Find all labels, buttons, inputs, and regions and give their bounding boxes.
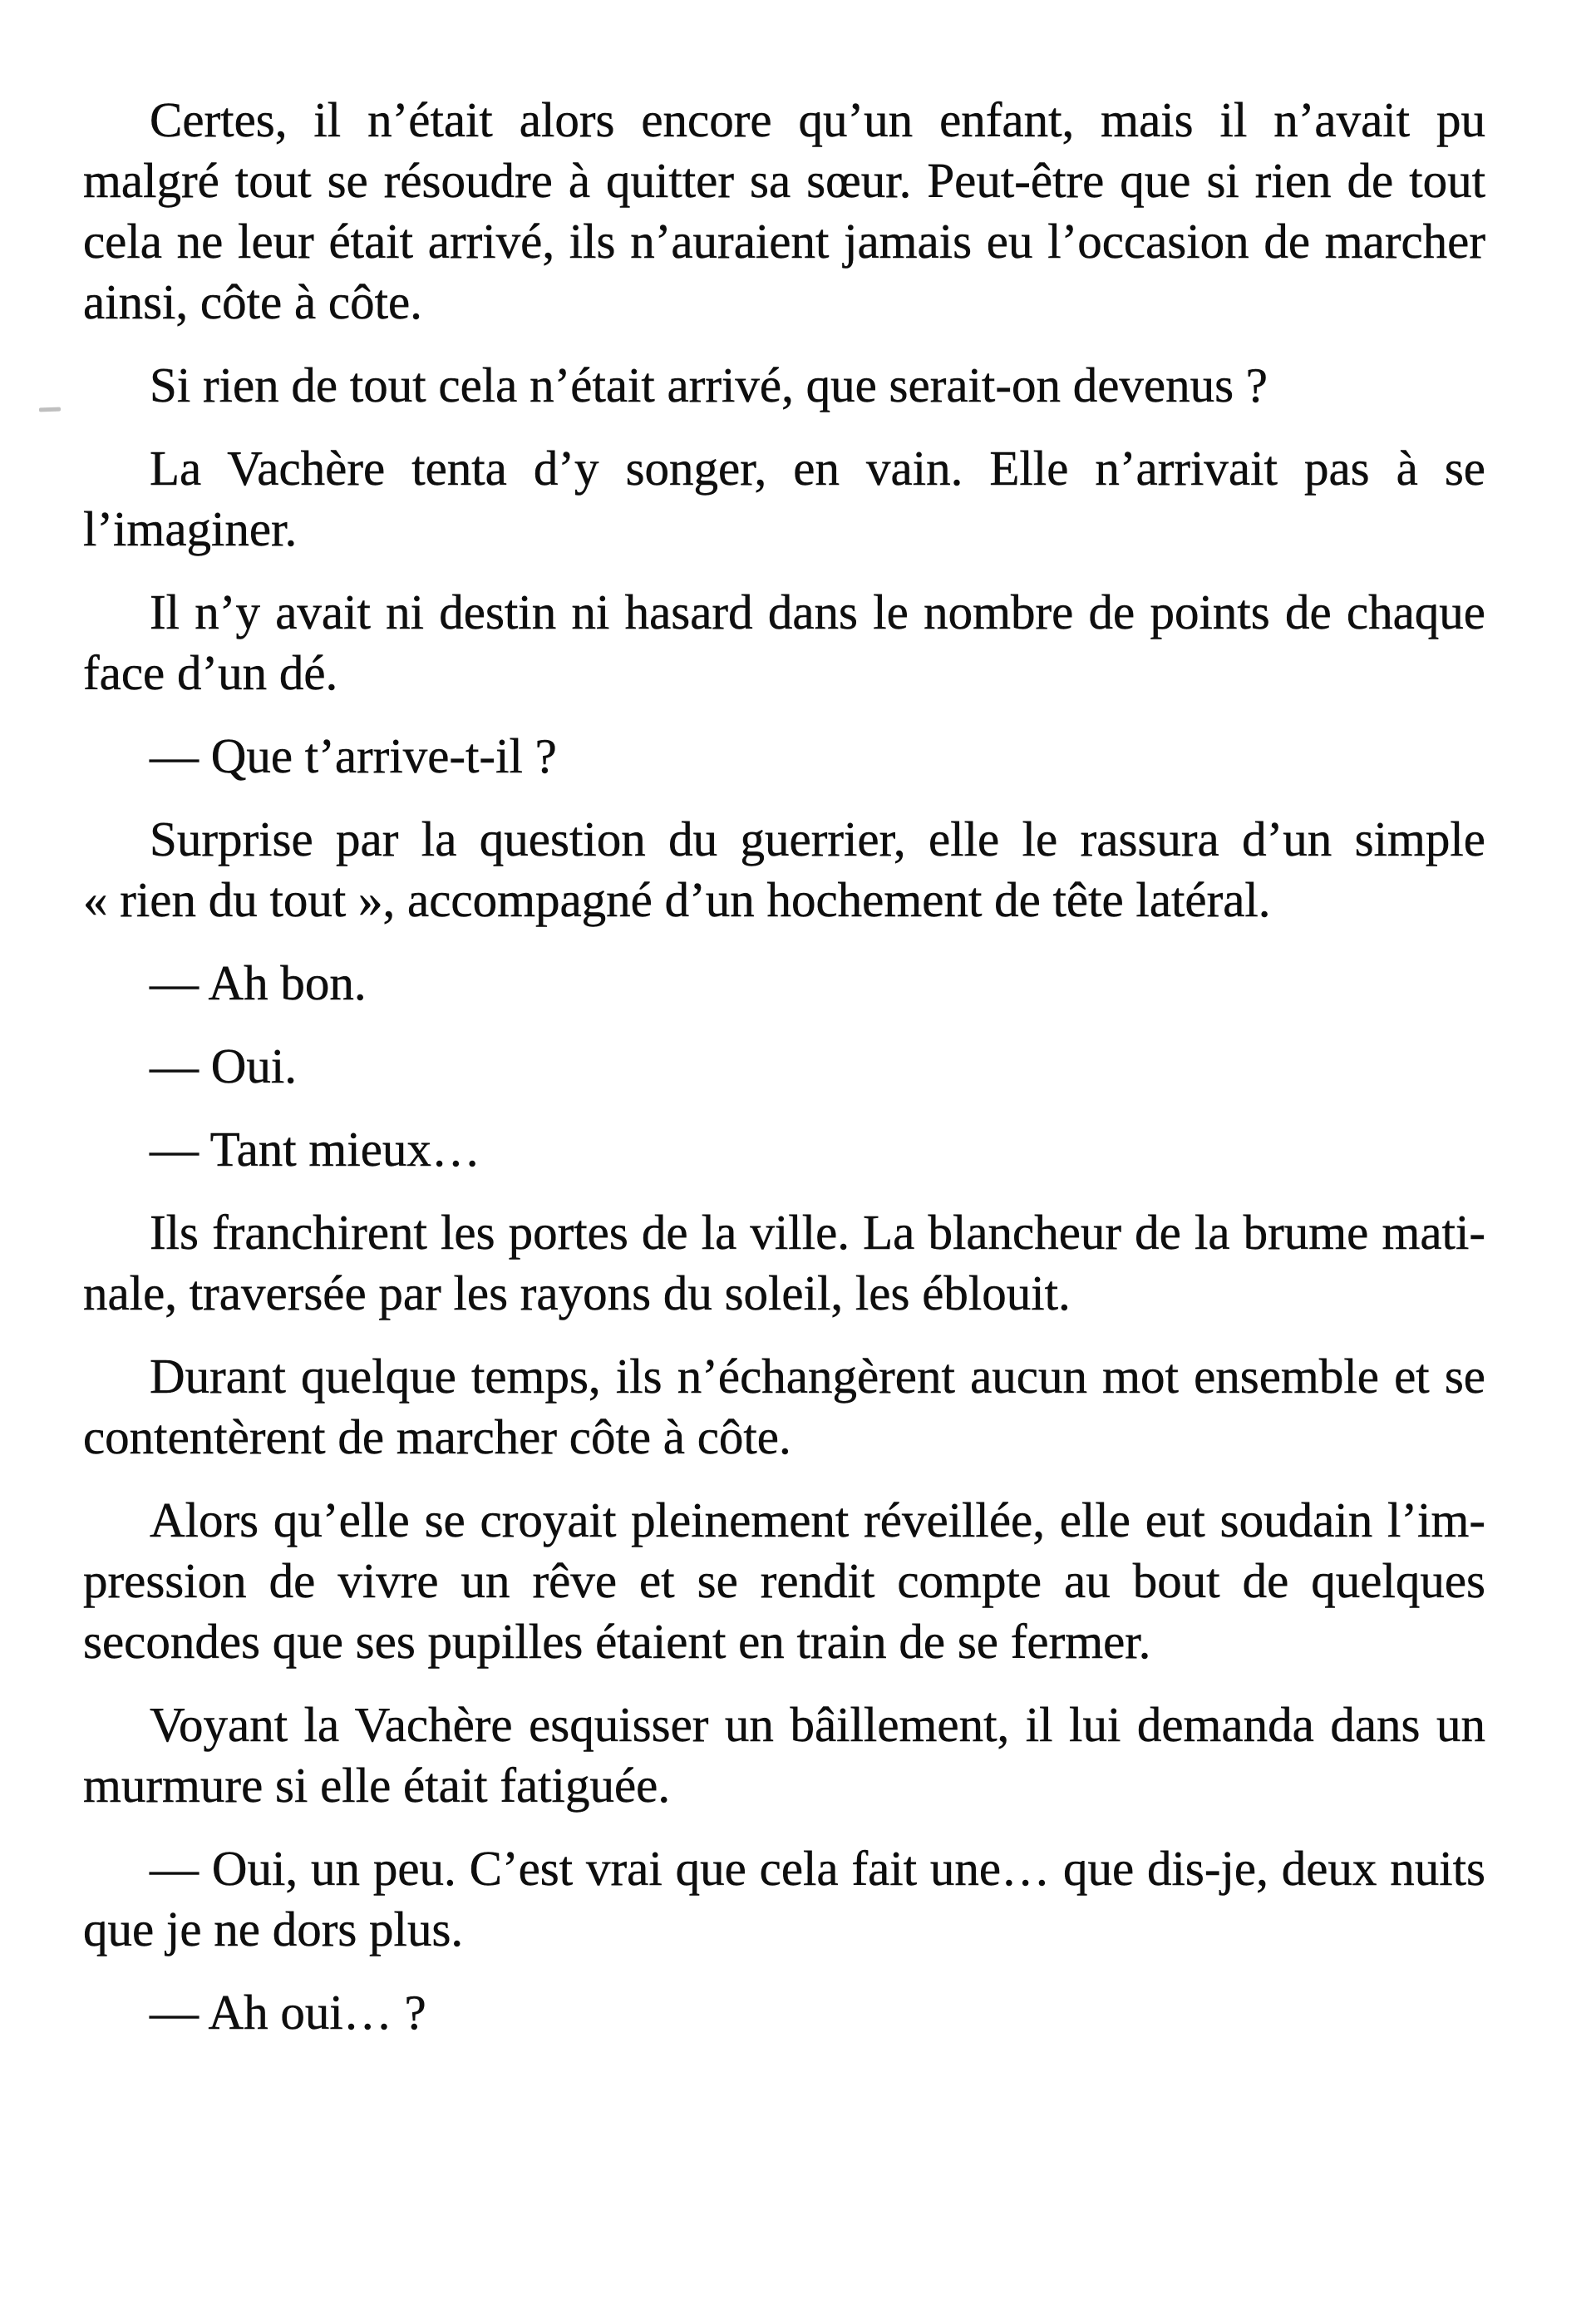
text-line: Si rien de tout cela n’était arrivé, que serait-on devenus ?	[150, 358, 1268, 412]
paragraph	[83, 1838, 1485, 1960]
paragraph	[83, 809, 1485, 930]
paragraph	[83, 438, 1485, 560]
text-line: — Oui, un peu. C’est vrai que cela fait une… que dis-je, deux nuits	[150, 1841, 1485, 1896]
paragraph	[83, 90, 1485, 333]
text-line: que je ne dors plus.	[83, 1902, 464, 1956]
text-line: malgré tout se résoudre à quitter sa sœur. Peut-être que si rien de tout	[83, 153, 1485, 208]
text-line: l’imaginer.	[83, 501, 298, 556]
text-line: — Que t’arrive-t-il ?	[150, 728, 557, 783]
text-line: ainsi, côte à côte.	[83, 274, 422, 329]
paragraph	[83, 1490, 1485, 1672]
paragraph	[83, 355, 1485, 416]
text-line: pression de vivre un rêve et se rendit compte au bout de quelques	[83, 1553, 1485, 1608]
text-line: nale, traversée par les rayons du soleil, les éblouit.	[83, 1266, 1071, 1320]
text-line: — Ah oui… ?	[150, 1985, 426, 2040]
text-line: Surprise par la question du guerrier, elle le rassura d’un simple	[150, 812, 1485, 866]
text-line: Voyant la Vachère esquisser un bâillement, il lui demanda dans un	[150, 1697, 1485, 1752]
paragraph	[83, 1119, 1485, 1180]
text-line: contentèrent de marcher côte à côte.	[83, 1409, 791, 1464]
text-line: La Vachère tenta d’y songer, en vain. Elle n’arrivait pas à se	[150, 441, 1485, 496]
text-line: « rien du tout », accompagné d’un hochement de tête latéral.	[83, 872, 1271, 927]
text-block	[83, 90, 1485, 2043]
text-line: Certes, il n’était alors encore qu’un enfant, mais il n’avait pu	[150, 92, 1485, 147]
text-line: Durant quelque temps, ils n’échangèrent aucun mot ensemble et se	[150, 1349, 1485, 1404]
text-line: Ils franchirent les portes de la ville. La blancheur de la brume mati-	[150, 1205, 1485, 1260]
text-line: face d’un dé.	[83, 645, 338, 700]
paragraph	[83, 1982, 1485, 2043]
text-line: secondes que ses pupilles étaient en train de se fermer.	[83, 1614, 1151, 1669]
text-line: — Oui.	[150, 1039, 297, 1093]
paragraph	[83, 1036, 1485, 1097]
text-line: — Tant mieux…	[150, 1122, 480, 1177]
scan-artifact	[39, 407, 61, 412]
paragraph	[83, 726, 1485, 787]
text-line: Alors qu’elle se croyait pleinement réveillée, elle eut soudain l’im-	[150, 1492, 1485, 1547]
text-line: — Ah bon.	[150, 955, 367, 1010]
paragraph	[83, 1695, 1485, 1816]
paragraph	[83, 953, 1485, 1014]
paragraph	[83, 1202, 1485, 1324]
paragraph	[83, 1346, 1485, 1468]
text-line: Il n’y avait ni destin ni hasard dans le nombre de points de chaque	[150, 585, 1485, 639]
text-line: cela ne leur était arrivé, ils n’auraient jamais eu l’occasion de marcher	[83, 214, 1485, 269]
paragraph	[83, 582, 1485, 703]
text-line: murmure si elle était fatiguée.	[83, 1758, 671, 1813]
